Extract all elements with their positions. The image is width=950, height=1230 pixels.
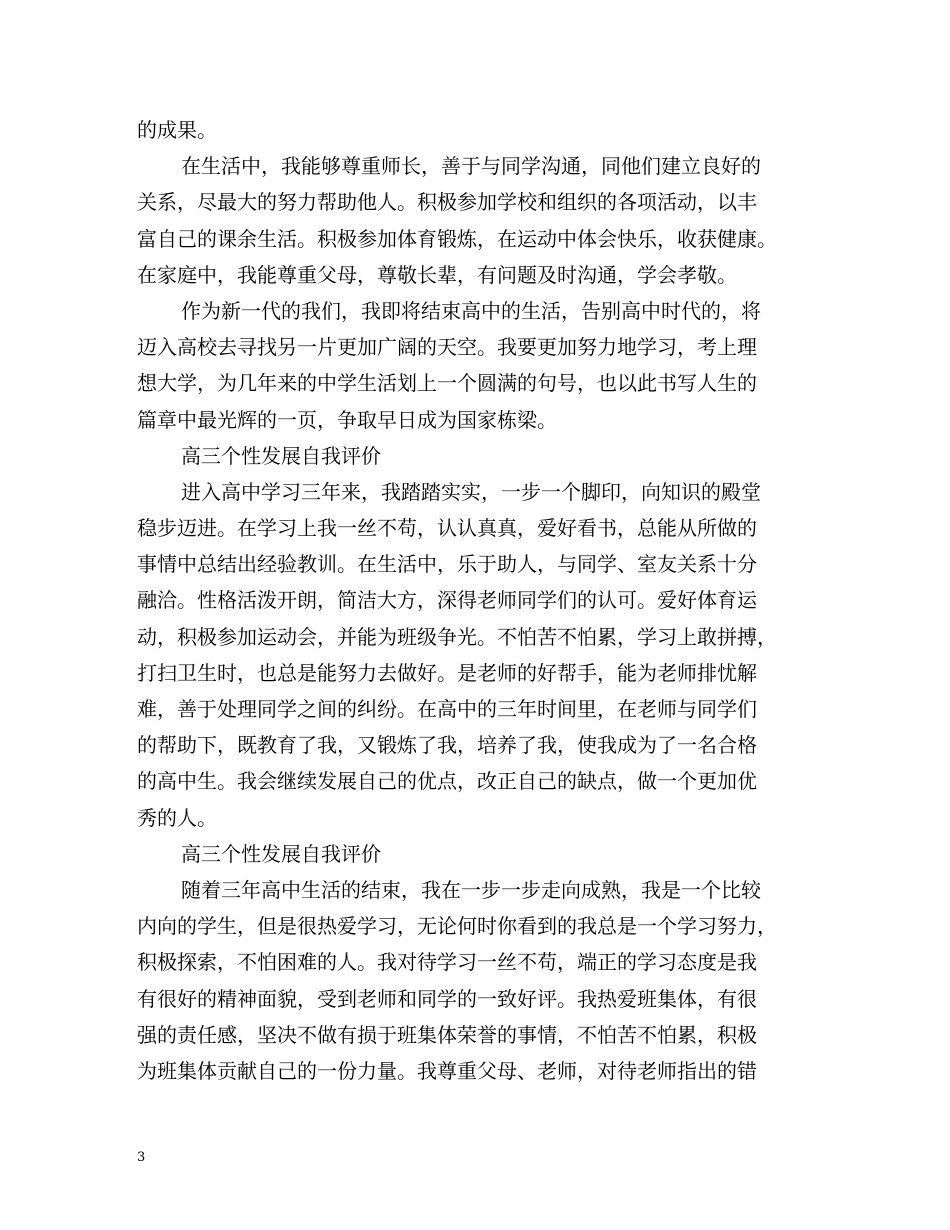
paragraph-line: 的高中生。我会继续发展自己的优点，改正自己的缺点，做一个更加优	[137, 769, 757, 794]
paragraph-line: 的成果。	[137, 118, 217, 142]
paragraph-line: 在生活中，我能够尊重师长，善于与同学沟通，同他们建立良好的	[181, 154, 761, 179]
paragraph-line: 关系，尽最大的努力帮助他人。积极参加学校和组织的各项活动，以丰	[137, 190, 757, 215]
paragraph-line: 有很好的精神面貌，受到老师和同学的一致好评。我热爱班集体，有很	[137, 986, 757, 1011]
paragraph-line: 想大学，为几年来的中学生活划上一个圆满的句号，也以此书写人生的	[137, 371, 757, 396]
paragraph-line: 强的责任感，坚决不做有损于班集体荣誉的事情，不怕苦不怕累，积极	[137, 1022, 757, 1047]
paragraph-line: 难，善于处理同学之间的纠纷。在高中的三年时间里，在老师与同学们	[137, 697, 757, 721]
paragraph-line: 稳步迈进。在学习上我一丝不苟，认认真真，爱好看书，总能从所做的	[137, 516, 757, 541]
paragraph-line: 富自己的课余生活。积极参加体育锻炼，在运动中体会快乐，收获健康。	[137, 226, 777, 251]
paragraph-line: 事情中总结出经验教训。在生活中，乐于助人，与同学、室友关系十分	[137, 552, 757, 577]
paragraph-line: 随着三年高中生活的结束，我在一步一步走向成熟，我是一个比较	[181, 877, 761, 902]
paragraph-line: 在家庭中，我能尊重父母，尊敬长辈，有问题及时沟通，学会孝敬。	[137, 262, 737, 287]
paragraph-line: 动，积极参加运动会，并能为班级争光。不怕苦不怕累，学习上敢拼搏，	[137, 624, 777, 649]
paragraph-line: 为班集体贡献自己的一份力量。我尊重父母、老师，对待老师指出的错	[137, 1058, 757, 1083]
paragraph-line: 打扫卫生时，也总是能努力去做好。是老师的好帮手，能为老师排忧解	[137, 660, 757, 685]
paragraph-line: 积极探索，不怕困难的人。我对待学习一丝不苟，端正的学习态度是我	[137, 950, 757, 975]
paragraph-line: 作为新一代的我们，我即将结束高中的生活，告别高中时代的，将	[181, 298, 761, 323]
section-heading: 高三个性发展自我评价	[181, 841, 381, 866]
document-body	[137, 112, 817, 1089]
section-heading: 高三个性发展自我评价	[181, 443, 381, 468]
paragraph-line: 篇章中最光辉的一页，争取早日成为国家栋梁。	[137, 407, 557, 432]
paragraph-line: 融洽。性格活泼开朗，简洁大方，深得老师同学们的认可。爱好体育运	[137, 588, 757, 613]
paragraph-line: 内向的学生，但是很热爱学习，无论何时你看到的我总是一个学习努力，	[137, 914, 777, 939]
page-number: 3	[137, 1150, 146, 1165]
paragraph-line: 秀的人。	[137, 805, 217, 830]
paragraph-line: 迈入高校去寻找另一片更加广阔的天空。我要更加努力地学习，考上理	[137, 335, 757, 360]
paragraph-line: 的帮助下，既教育了我，又锻炼了我，培养了我，使我成为了一名合格	[137, 733, 757, 758]
paragraph-line: 进入高中学习三年来，我踏踏实实，一步一个脚印，向知识的殿堂	[181, 479, 761, 504]
